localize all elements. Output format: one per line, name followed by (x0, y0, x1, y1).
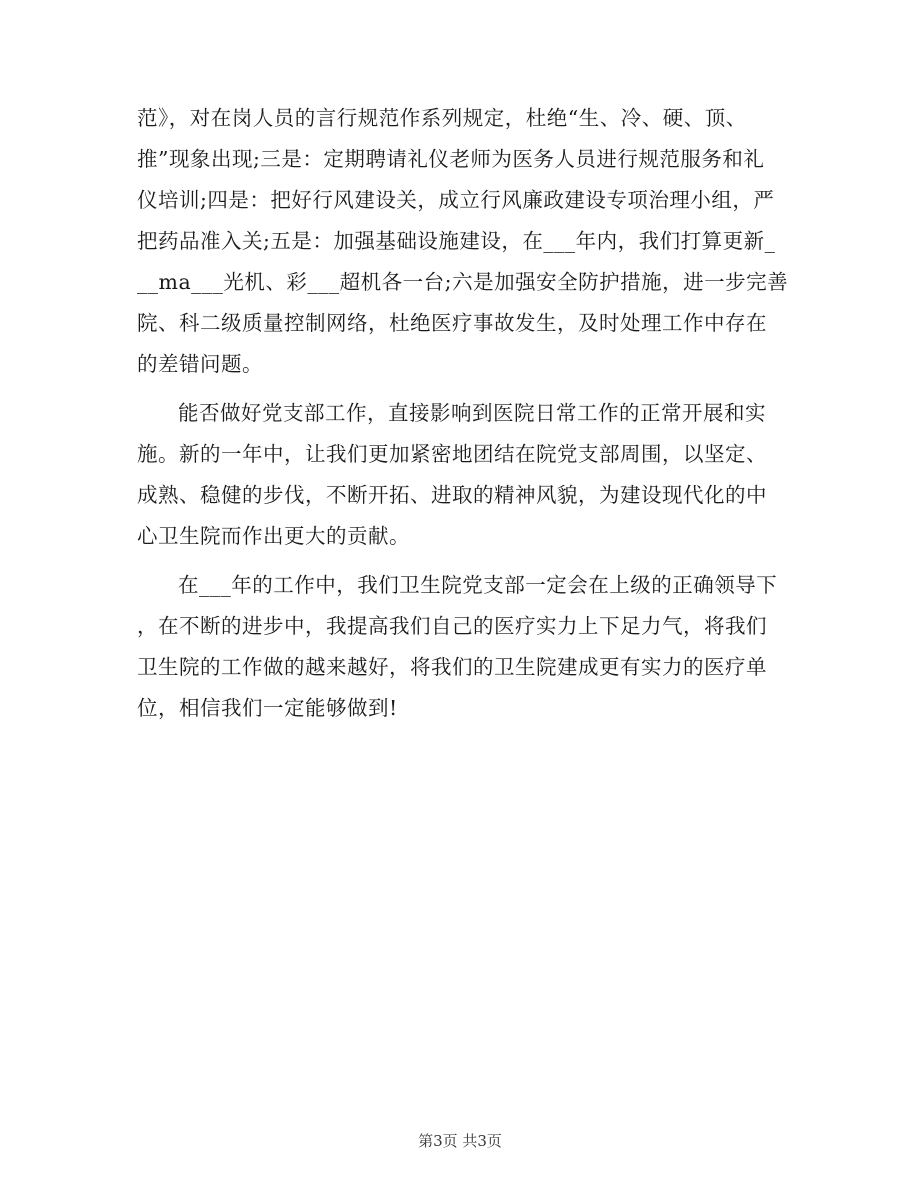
text-line: 范》，对在岗人员的言行规范作系列规定，杜绝“生、冷、硬、顶、 (137, 106, 747, 130)
text-line: 心卫生院而作出更大的贡献。 (137, 524, 410, 548)
paragraph-continuation (137, 98, 787, 385)
paragraph-spacer (137, 557, 787, 565)
text-line: ，在不断的进步中，我提高我们自己的医疗实力上下足力气，将我们 (137, 614, 767, 638)
text-line: __ma___光机、彩___超机各一台;六是加强安全防护措施，进一步完善 (137, 270, 789, 294)
text-line: 推”现象出现;三是：定期聘请礼仪老师为医务人员进行规范服务和礼 (137, 147, 765, 171)
text-line: 成熟、稳健的步伐，不断开拓、进取的精神风貌，为建设现代化的中 (137, 483, 767, 507)
document-body (137, 98, 787, 729)
paragraph-party-branch-work (137, 393, 787, 557)
text-line: 的差错问题。 (137, 352, 263, 376)
paragraph-spacer (137, 385, 787, 393)
paragraph-conclusion (137, 565, 787, 729)
text-line: 仪培训;四是：把好行风建设关，成立行风廉政建设专项治理小组，严 (137, 188, 775, 212)
text-line: 卫生院的工作做的越来越好，将我们的卫生院建成更有实力的医疗单 (137, 655, 767, 679)
text-line: 院、科二级质量控制网络，杜绝医疗事故发生，及时处理工作中存在 (137, 311, 767, 335)
text-line: 把药品准入关;五是：加强基础设施建设，在___年内，我们打算更新_ (137, 229, 776, 253)
text-line: 施。新的一年中，让我们更加紧密地团结在院党支部周围，以坚定、 (137, 442, 767, 466)
text-line: 位，相信我们一定能够做到! (137, 696, 398, 720)
page-number-footer: 第3页 共3页 (418, 1132, 502, 1150)
text-line: 在___年的工作中，我们卫生院党支部一定会在上级的正确领导下 (178, 573, 778, 597)
text-line: 能否做好党支部工作，直接影响到医院日常工作的正常开展和实 (178, 401, 766, 425)
